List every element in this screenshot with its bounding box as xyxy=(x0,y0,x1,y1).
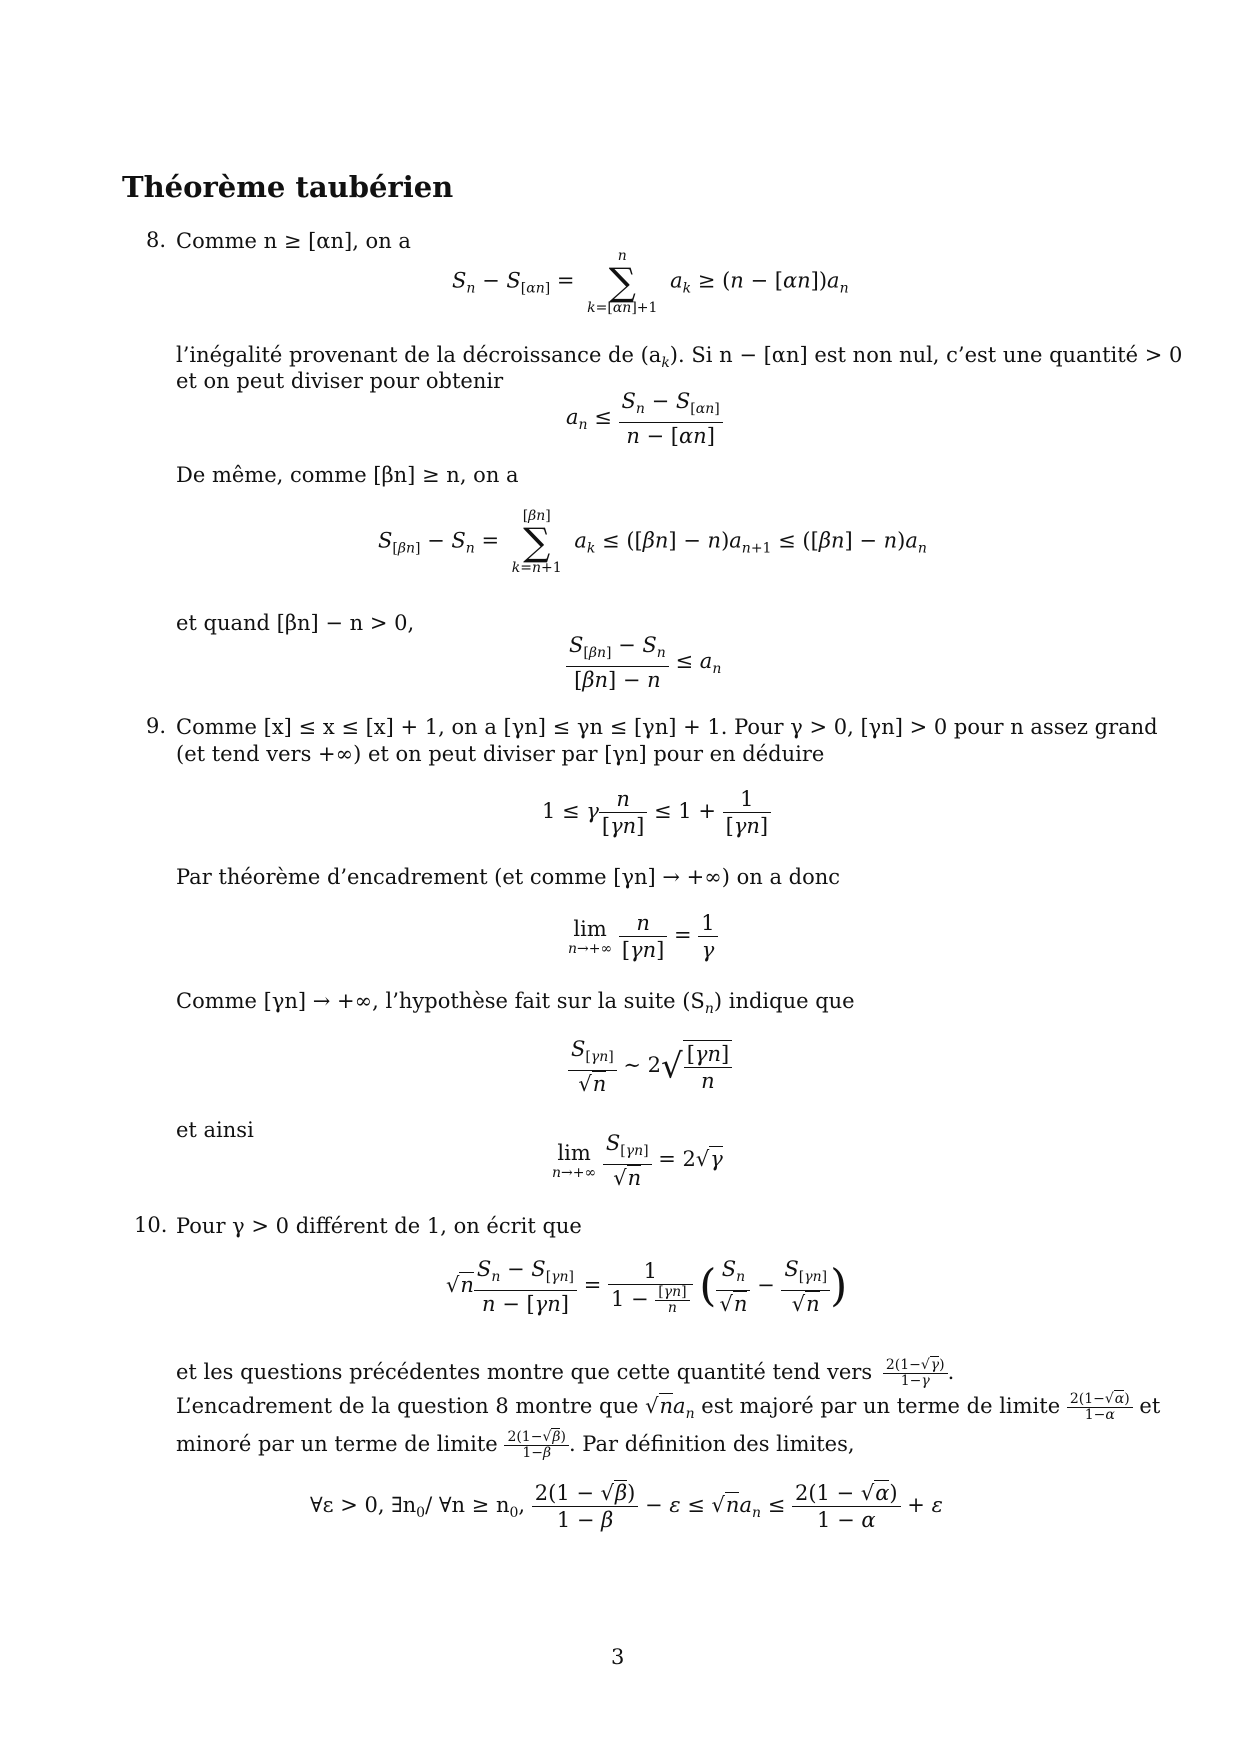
equation-q10-2: ∀ε > 0, $\exists n_0/$ ∀n ≥ $n_0$, $\frac{2(1 - √\beta)}{1 - \beta}$ − $\varepsilon \le √na_n$ ≤ $\frac{2(1 - √\alpha)}{1 - \alpha}$ + ε xyxy=(310,1481,943,1532)
q8-text3: et on peut diviser pour obtenir xyxy=(176,369,504,393)
question-number-10: 10. xyxy=(134,1213,168,1237)
page-number: 3 xyxy=(611,1645,625,1669)
question-number-9: 9. xyxy=(146,714,167,738)
q8-text2: l’inégalité provenant de la décroissance de $(a_k)$. Si n − [αn] est non nul, c’est une quantité > 0 xyxy=(176,343,1183,371)
equation-q8-2: $a_n$ ≤ $\frac{S_n - S_{[\alpha n]}}{n - [\alpha n]}$ xyxy=(566,388,723,449)
equation-q9-1: 1 ≤ γ $\frac{n}{[\gamma n]}$ ≤ 1 + $\frac{1}{[\gamma n]}$ xyxy=(542,786,771,839)
q9-text4: Comme [γn] → +∞, l’hypothèse fait sur la suite $(S_n)$ indique que xyxy=(176,989,855,1017)
q9-text5: et ainsi xyxy=(176,1118,254,1142)
q8-text5: et quand [βn] − n > 0, xyxy=(176,611,415,635)
section-title: Théorème taubérien xyxy=(122,170,454,204)
q10-text2: et les questions précédentes montre que cette quantité tend vers $\frac{2(1-√\gamma)}{1-\gamma}$ . xyxy=(176,1357,955,1389)
q8-text4: De même, comme [βn] ≥ n, on a xyxy=(176,463,519,487)
q9-line2: (et tend vers +∞) et on peut diviser par [γn] pour en déduire xyxy=(176,742,825,766)
equation-q8-4: $\frac{S_{[\beta n]} - S_n}{[\beta n] - n}$ ≤ $a_n$ xyxy=(566,632,721,693)
q9-text3: Par théorème d’encadrement (et comme [γn] → +∞) on a donc xyxy=(176,865,841,889)
equation-q9-4: lim n→+∞ $\frac{S_{[\gamma n]}}{√n}$ = 2√γ xyxy=(552,1131,723,1190)
equation-q8-3: $S_{[\beta n]} - S_n$ = [βn] ∑ k=n+1 $a_k \le ([\beta n] - n)a_{n+1} \le ([\beta n] - n)a_n$ xyxy=(378,508,927,576)
q10-text4: minoré par un terme de limite $\frac{2(1-√\beta)}{1-\beta}$ . Par définition des limites, xyxy=(176,1429,855,1461)
equation-q10-1: √n $\frac{S_n - S_{[\gamma n]}}{n - [\gamma n]}$ = 1 1 − $\frac{[\gamma n]}{n}$ ( $\frac{S_n}{√n}$ − $\frac{S_{[\gamma n]}}{√n}$ ) xyxy=(446,1257,848,1316)
equation-q8-1: $S_n - S_{[\alpha n]}$ = n ∑ k=[αn]+1 $a_k \ge (n - [\alpha n])a_n$ xyxy=(452,248,849,316)
q10-line1: Pour γ > 0 différent de 1, on écrit que xyxy=(176,1214,582,1238)
question-number-8: 8. xyxy=(146,228,167,252)
q9-line1: Comme [x] ≤ x ≤ [x] + 1, on a [γn] ≤ γn ≤ [γn] + 1. Pour γ > 0, [γn] > 0 pour n assez grand xyxy=(176,715,1158,739)
q10-text3: L’encadrement de la question 8 montre que $√na_n$ est majoré par un terme de limite $\frac{2(1-√\alpha)}{1-\alpha}$ et xyxy=(176,1391,1161,1423)
equation-q9-2: lim n→+∞ $\frac{n}{[\gamma n]}$ = $\frac{1}{\gamma}$ xyxy=(568,910,718,963)
q8-line1: Comme n ≥ [αn], on a xyxy=(176,229,411,253)
equation-q9-3: $\frac{S_{[\gamma n]}}{√n}$ ∼ 2√ $\frac{[\gamma n]}{n}$ xyxy=(568,1036,732,1097)
